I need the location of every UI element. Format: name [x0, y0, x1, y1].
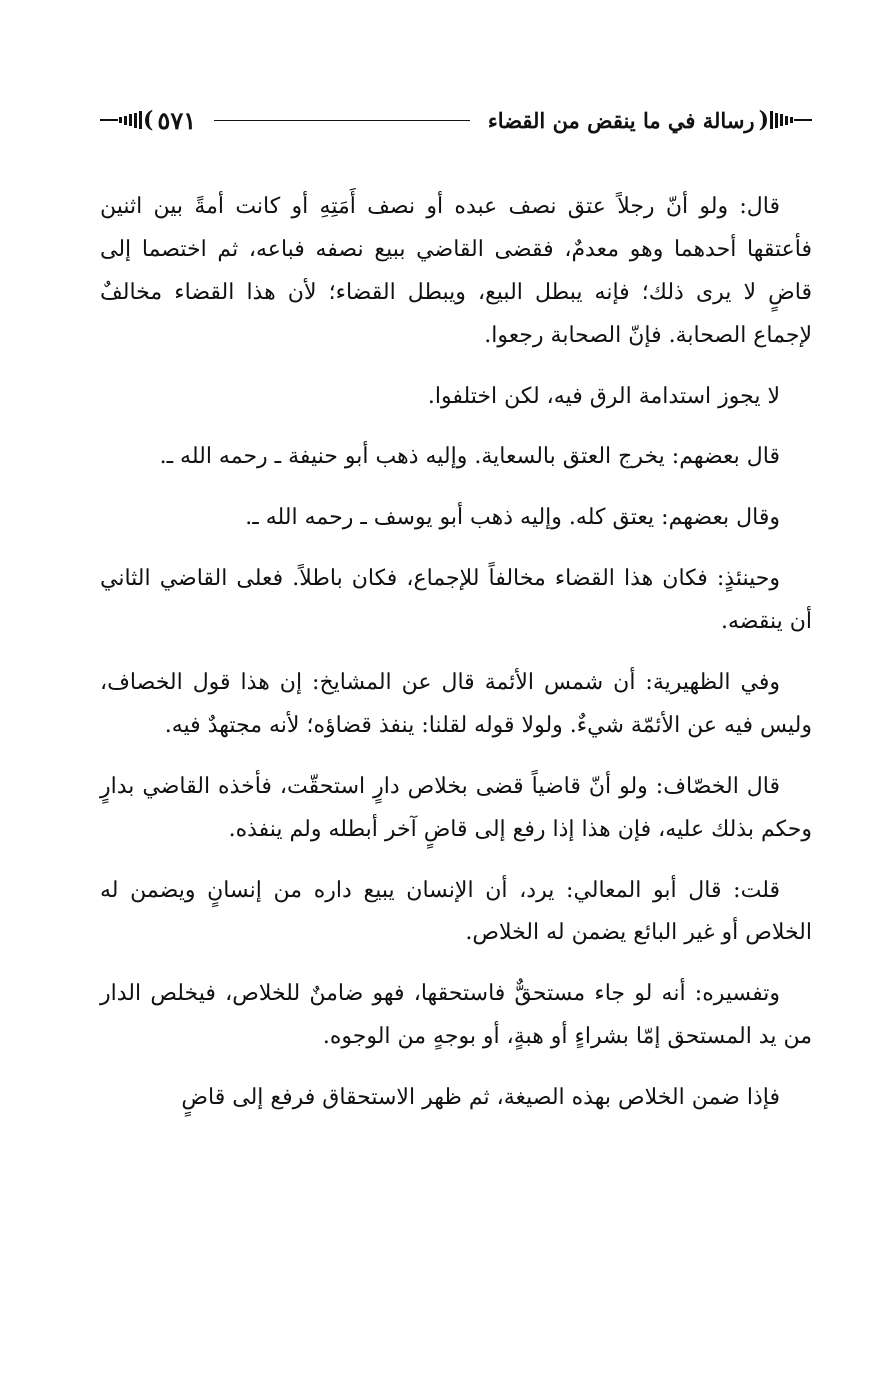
header-rule [214, 120, 470, 121]
header-title: رسالة في ما ينقض من القضاء [487, 107, 755, 133]
paragraph: قال بعضهم: يخرج العتق بالسعاية. وإليه ذهب أبو حنيفة ـ رحمه الله ـ. [159, 444, 780, 470]
paragraph: وفي الظهيرية: أن شمس الأئمة قال عن المشايخ: إن هذا قول الخصاف، وليس فيه عن الأئمّة شيءٌ. ولولا قوله لقلنا: ينفذ قضاؤه؛ لأنه مجتهدٌ فيه. [100, 670, 812, 738]
paragraph: لا يجوز استدامة الرق فيه، لكن اختلفوا. [427, 383, 780, 409]
paragraph: فإذا ضمن الخلاص بهذه الصيغة، ثم ظهر الاستحقاق فرفع إلى قاضٍ [181, 1085, 780, 1111]
page-number: ٥٧١ [157, 105, 197, 135]
paragraph: قال الخصّاف: ولو أنّ قاضياً قضى بخلاص دارٍ استحقّت، فأخذه القاضي بدارٍ وحكم بذلك عليه، فإن هذا إذا رفع إلى قاضٍ آخر أبطله ولم ينفذه. [100, 773, 812, 842]
running-header [100, 102, 812, 138]
header-ornament-left: ) [100, 110, 153, 130]
paragraph: وحينئذٍ: فكان هذا القضاء مخالفاً للإجماع، فكان باطلاً. فعلى القاضي الثاني أن ينقضه. [100, 566, 812, 635]
body-text [100, 186, 812, 1138]
paragraph: وتفسيره: أنه لو جاء مستحقٌّ فاستحقها، فهو ضامنٌ للخلاص، فيخلص الدار من يد المستحق إمّا بشراءٍ أو هبةٍ، أو بوجهٍ من الوجوه. [100, 981, 812, 1050]
paragraph: وقال بعضهم: يعتق كله. وإليه ذهب أبو يوسف ـ رحمه الله ـ. [245, 505, 780, 531]
paragraph: قال: ولو أنّ رجلاً عتق نصف عبده أو نصف أَمَتِهِ أو كانت أمةً بين اثنين فأعتقها أحدهما وهو معدمٌ، فقضى القاضي ببيع نصفه فباعه، ثم اختصما إلى قاضٍ لا يرى ذلك؛ فإنه يبطل البيع، ويبطل القضاء؛ لأن هذا القضاء مخالفٌ لإجماع الصحابة. فإنّ الصحابة رجعوا. [100, 194, 812, 348]
paragraph: قلت: قال أبو المعالي: يرد، أن الإنسان يبيع داره من إنسانٍ ويضمن له الخلاص أو غير البائع يضمن له الخلاص. [100, 877, 812, 946]
header-ornament-right: ( [759, 110, 812, 130]
